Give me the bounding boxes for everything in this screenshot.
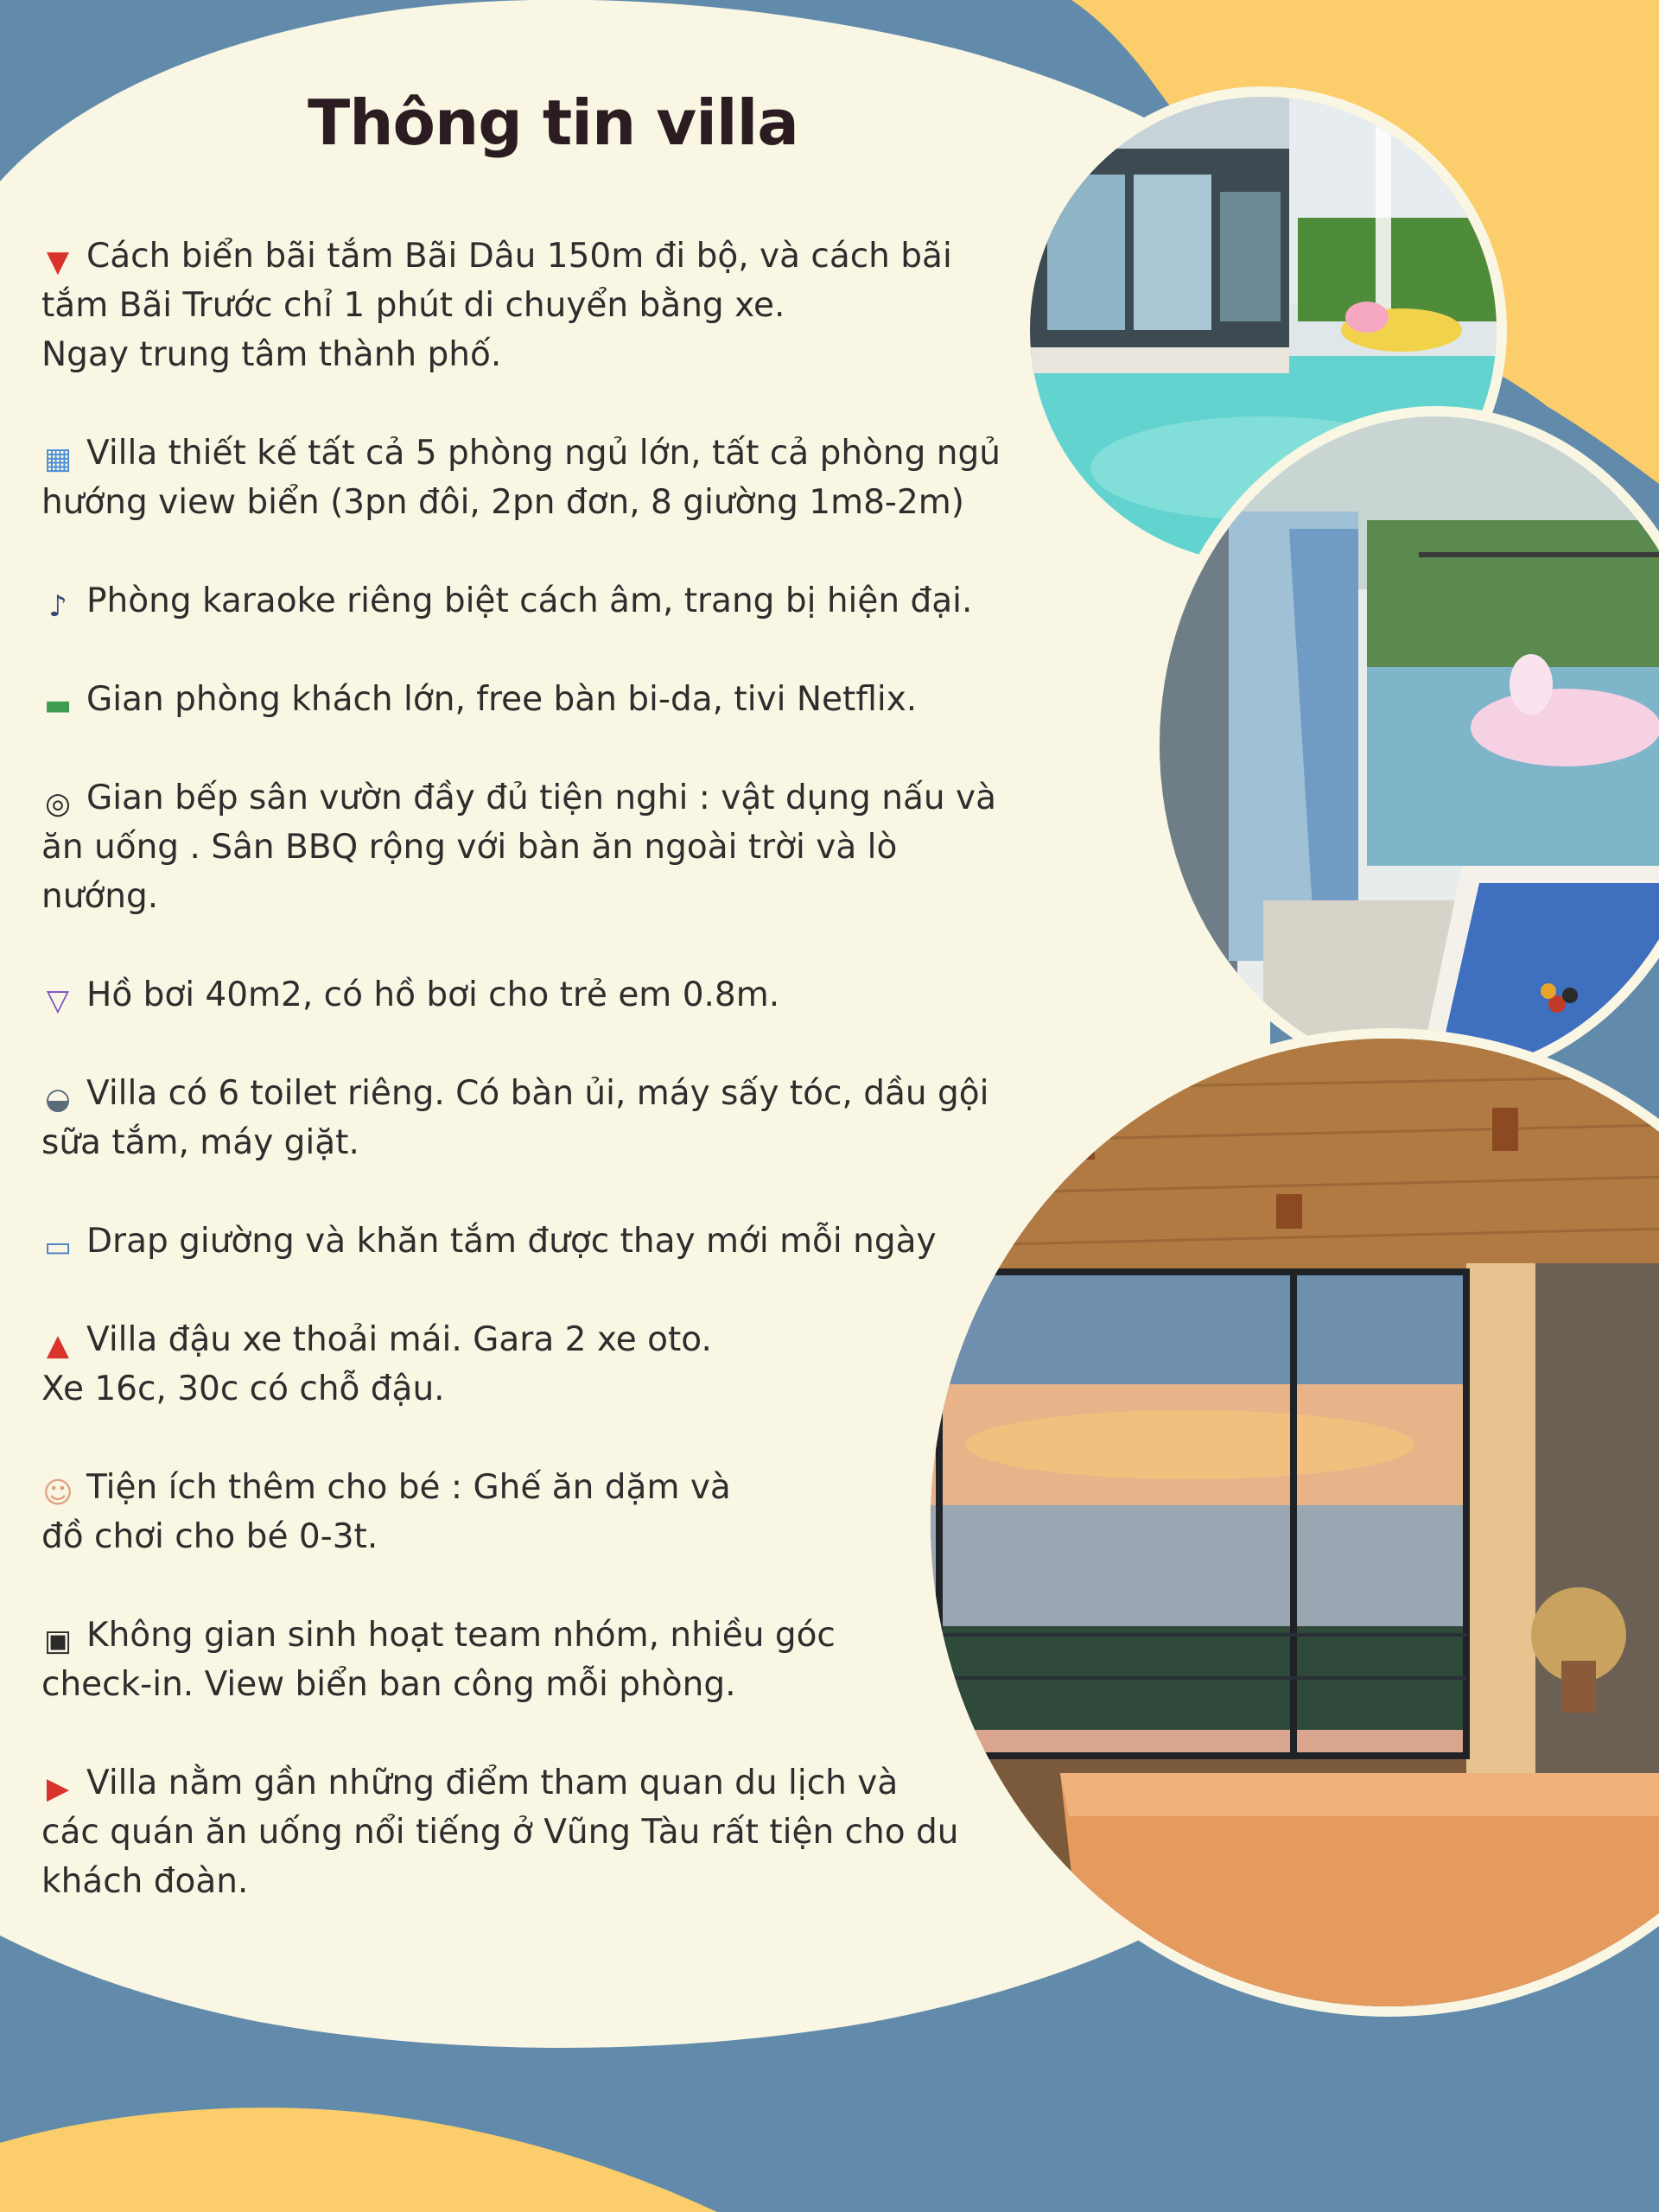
feature-item — [41, 675, 1078, 724]
feature-text: Villa đậu xe thoải mái. Gara 2 xe oto. — [86, 1320, 712, 1359]
feature-line — [41, 872, 1078, 921]
feature-text: Cách biển bãi tắm Bãi Dâu 150m đi bộ, và cách bãi — [86, 237, 952, 276]
feature-text: Hồ bơi 40m2, có hồ bơi cho trẻ em 0.8m. — [86, 976, 780, 1014]
feature-text: Villa nằm gần những điểm tham quan du lịch và — [86, 1764, 899, 1802]
feature-line — [41, 1217, 1078, 1266]
sofa-icon: ▬ — [43, 688, 73, 722]
feature-line — [41, 823, 1078, 872]
feature-line — [41, 970, 1078, 1020]
feature-item — [41, 1217, 1078, 1266]
feature-line — [41, 1611, 1078, 1660]
feature-text: tắm Bãi Trước chỉ 1 phút di chuyển bằng xe. — [41, 286, 785, 325]
feature-text: Tiện ích thêm cho bé : Ghế ăn dặm và — [86, 1468, 731, 1507]
feature-line — [41, 429, 1078, 478]
feature-text: Gian phòng khách lớn, free bàn bi-da, tivi Netflix. — [86, 680, 918, 719]
feature-line — [41, 675, 1078, 724]
feature-text: sữa tắm, máy giặt. — [41, 1123, 359, 1162]
feature-text: Phòng karaoke riêng biệt cách âm, trang bị hiện đại. — [86, 582, 973, 620]
bathtub-icon: ◒ — [45, 1082, 71, 1116]
page-title: Thông tin villa — [308, 86, 798, 159]
feature-line — [41, 1660, 1078, 1709]
map-pin-icon: ▼ — [46, 245, 70, 279]
feature-item — [41, 1069, 1078, 1167]
feature-line — [41, 1118, 1078, 1167]
feature-line — [41, 1857, 1078, 1906]
feature-text: khách đoàn. — [41, 1862, 249, 1901]
feature-line — [41, 576, 1078, 626]
frying-pan-icon: ◎ — [45, 786, 71, 821]
feature-list — [41, 232, 1078, 1955]
swimsuit-icon: ▽ — [46, 983, 70, 1018]
feature-line — [41, 1364, 1078, 1414]
feature-line — [41, 281, 1078, 330]
feature-line — [41, 1315, 1078, 1364]
feature-item — [41, 429, 1078, 527]
feature-item — [41, 773, 1078, 921]
scooter-icon: ▶ — [46, 1771, 70, 1806]
feature-item — [41, 1315, 1078, 1414]
feature-line — [41, 1808, 1078, 1857]
feature-item — [41, 1758, 1078, 1906]
bed-icon: ▭ — [43, 1230, 73, 1264]
feature-text: hướng view biển (3pn đôi, 2pn đơn, 8 giường 1m8-2m) — [41, 483, 964, 522]
feature-line — [41, 1758, 1078, 1808]
feature-text: Xe 16c, 30c có chỗ đậu. — [41, 1370, 445, 1408]
feature-text: nướng. — [41, 877, 159, 916]
feature-text: đồ chơi cho bé 0-3t. — [41, 1517, 378, 1556]
car-icon: ▲ — [46, 1328, 70, 1363]
feature-text: Villa thiết kế tất cả 5 phòng ngủ lớn, tất cả phòng ngủ — [86, 434, 1001, 473]
feature-item — [41, 232, 1078, 379]
microphone-icon: ♪ — [48, 589, 67, 624]
feature-item — [41, 1611, 1078, 1709]
feature-text: Gian bếp sân vườn đầy đủ tiện nghi : vật dụng nấu và — [86, 779, 996, 817]
feature-item — [41, 576, 1078, 626]
camera-icon: ▣ — [43, 1624, 73, 1658]
feature-text: Villa có 6 toilet riêng. Có bàn ủi, máy sấy tóc, dầu gội — [86, 1074, 989, 1113]
window-icon: ▦ — [43, 442, 73, 476]
feature-line — [41, 773, 1078, 823]
feature-text: Ngay trung tâm thành phố. — [41, 335, 502, 374]
baby-icon: ☺ — [42, 1476, 73, 1510]
feature-text: Không gian sinh hoạt team nhóm, nhiều góc — [86, 1616, 836, 1655]
feature-text: Drap giường và khăn tắm được thay mới mỗi ngày — [86, 1222, 937, 1261]
feature-text: các quán ăn uống nổi tiếng ở Vũng Tàu rất tiện cho du — [41, 1813, 959, 1852]
feature-text: ăn uống . Sân BBQ rộng với bàn ăn ngoài trời và lò — [41, 828, 898, 867]
feature-line — [41, 330, 1078, 379]
feature-line — [41, 478, 1078, 527]
feature-item — [41, 970, 1078, 1020]
feature-line — [41, 1069, 1078, 1118]
feature-line — [41, 232, 1078, 281]
feature-text: check-in. View biển ban công mỗi phòng. — [41, 1665, 736, 1704]
